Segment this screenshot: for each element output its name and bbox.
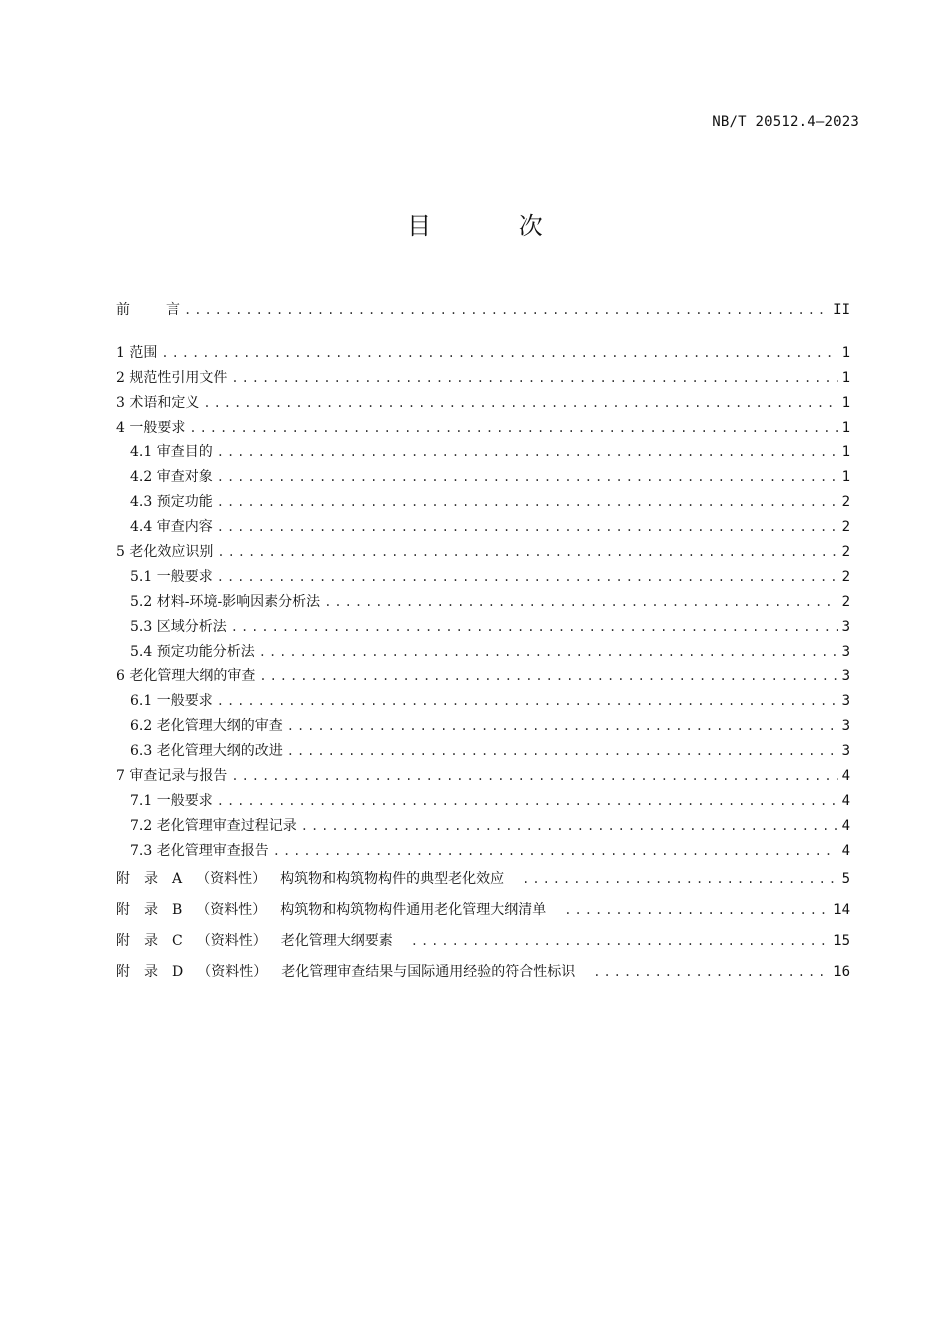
toc-entry-label: 4 一般要求: [116, 419, 186, 436]
toc-page-number: 1: [841, 344, 850, 361]
toc-entry[interactable]: [116, 565, 850, 590]
toc-entry[interactable]: [116, 689, 850, 714]
toc-page-number: 3: [841, 668, 850, 685]
dot-leader: [259, 640, 838, 665]
toc-page-number: 15: [833, 932, 850, 949]
toc-entry[interactable]: [116, 465, 850, 490]
toc-entry[interactable]: [116, 789, 850, 814]
toc-entry-annex-c[interactable]: [116, 926, 850, 957]
toc-entry-label: 7 审查记录与报告: [116, 768, 228, 785]
toc-page-number: 4: [841, 768, 850, 785]
toc-entry-label: 4.3 预定功能: [130, 494, 213, 511]
toc-page-number: 1: [841, 369, 850, 386]
toc-entry-label: [116, 864, 518, 895]
dot-leader: [203, 391, 837, 416]
toc-page-number: 3: [841, 693, 850, 710]
toc-entry[interactable]: [116, 640, 850, 665]
toc-entry-label: 4.2 审查对象: [130, 469, 213, 486]
toc-entry[interactable]: [116, 440, 850, 465]
dot-leader: [217, 515, 838, 540]
dot-leader: [217, 490, 838, 515]
toc-entry[interactable]: [116, 515, 850, 540]
toc-entry[interactable]: [116, 341, 850, 366]
toc-page-number: 2: [841, 544, 850, 561]
standard-code: NB/T 20512.4—2023: [712, 114, 859, 130]
dot-leader: [522, 864, 837, 895]
toc-entry-label: [116, 957, 589, 988]
toc-page-number: 3: [841, 618, 850, 635]
toc-page-number: 1: [841, 394, 850, 411]
toc-page-number: 4: [841, 817, 850, 834]
toc-entry-label: 7.2 老化管理审查过程记录: [130, 817, 297, 834]
toc-page-number: 1: [841, 469, 850, 486]
toc-entry[interactable]: [116, 590, 850, 615]
dot-leader: [217, 465, 838, 490]
annex-title: 构筑物和构筑物构件的典型老化效应: [280, 870, 505, 887]
toc-entry[interactable]: [116, 739, 850, 764]
toc-entry-label: 5 老化效应识别: [116, 544, 214, 561]
toc-entry-label: 1 范围: [116, 344, 158, 361]
annex-kind: （资料性）: [196, 870, 267, 887]
dot-leader: [231, 764, 837, 789]
table-of-contents: [116, 298, 850, 988]
toc-entry-label: 6.1 一般要求: [130, 693, 213, 710]
toc-entry[interactable]: [116, 540, 850, 565]
dot-leader: [217, 689, 838, 714]
toc-entry-label: 7.3 老化管理审查报告: [130, 842, 269, 859]
toc-page-number: 2: [841, 568, 850, 585]
dot-leader: [287, 739, 838, 764]
toc-entry-label: 2 规范性引用文件: [116, 369, 228, 386]
toc-page-number: 1: [841, 444, 850, 461]
dot-leader: [161, 341, 837, 366]
toc-entry-label: 5.3 区域分析法: [130, 618, 227, 635]
toc-page-number: 3: [841, 743, 850, 760]
toc-page-number: 4: [841, 792, 850, 809]
dot-leader: [411, 926, 829, 957]
toc-entry[interactable]: [116, 814, 850, 839]
toc-entry[interactable]: [116, 615, 850, 640]
toc-page-number: 2: [841, 494, 850, 511]
toc-entry-annex-d[interactable]: [116, 957, 850, 988]
foreword-label-first-char: 前: [116, 302, 166, 318]
toc-page-number: 16: [833, 963, 850, 980]
dot-leader: [184, 298, 829, 323]
annex-kind: （资料性）: [196, 901, 267, 918]
toc-entry-annex-a[interactable]: [116, 864, 850, 895]
dot-leader: [301, 814, 838, 839]
toc-page-number: 4: [841, 842, 850, 859]
dot-leader: [217, 565, 838, 590]
toc-entry-foreword[interactable]: [116, 298, 850, 323]
toc-entry-label: 6 老化管理大纲的审查: [116, 668, 256, 685]
toc-entry[interactable]: [116, 839, 850, 864]
toc-page-number: II: [833, 302, 850, 318]
toc-page-number: 3: [841, 643, 850, 660]
toc-page-number: 2: [841, 519, 850, 536]
annex-prefix: 附 录 D: [116, 963, 184, 980]
dot-leader: [231, 615, 838, 640]
toc-entry-label: 3 术语和定义: [116, 394, 200, 411]
annex-prefix: 附 录 A: [116, 870, 183, 887]
annex-title: 老化管理审查结果与国际通用经验的符合性标识: [281, 963, 576, 980]
dot-leader: [564, 895, 829, 926]
page-title: 目 次: [407, 212, 583, 240]
toc-entry-label: [116, 895, 560, 926]
annex-prefix: 附 录 C: [116, 932, 183, 949]
toc-page-number: 14: [833, 901, 850, 918]
dot-leader: [593, 957, 829, 988]
toc-entry-label: [116, 926, 407, 957]
dot-leader: [189, 416, 837, 441]
toc-entry-label: 6.3 老化管理大纲的改进: [130, 743, 283, 760]
toc-page-number: 3: [841, 718, 850, 735]
toc-entry-label: 6.2 老化管理大纲的审查: [130, 718, 283, 735]
toc-entry-label: 5.4 预定功能分析法: [130, 643, 255, 660]
toc-entry-label: 4.4 审查内容: [130, 519, 213, 536]
toc-entry-label: 4.1 审查目的: [130, 444, 213, 461]
dot-leader: [217, 440, 838, 465]
dot-leader: [259, 664, 837, 689]
toc-page-number: 5: [841, 870, 850, 887]
toc-entry[interactable]: [116, 764, 850, 789]
dot-leader: [324, 590, 837, 615]
dot-leader: [287, 714, 838, 739]
dot-leader: [217, 789, 838, 814]
toc-entry-label: [116, 298, 180, 323]
annex-title: 构筑物和构筑物构件通用老化管理大纲清单: [280, 901, 547, 918]
annex-title: 老化管理大纲要素: [280, 932, 393, 949]
foreword-label-second-char: 言: [166, 302, 180, 318]
toc-entry-label: 5.2 材料-环境-影响因素分析法: [130, 593, 321, 610]
toc-entry[interactable]: [116, 664, 850, 689]
toc-entry[interactable]: [116, 714, 850, 739]
toc-entry-label: 5.1 一般要求: [130, 568, 213, 585]
dot-leader: [231, 366, 837, 391]
toc-entry-annex-b[interactable]: [116, 895, 850, 926]
toc-entry[interactable]: [116, 416, 850, 441]
toc-entry[interactable]: [116, 366, 850, 391]
toc-entry-label: 7.1 一般要求: [130, 792, 213, 809]
toc-page-number: 2: [841, 593, 850, 610]
annex-kind: （资料性）: [197, 963, 268, 980]
dot-leader: [273, 839, 838, 864]
annex-prefix: 附 录 B: [116, 901, 183, 918]
toc-entry[interactable]: [116, 490, 850, 515]
toc-entry[interactable]: [116, 391, 850, 416]
annex-kind: （资料性）: [196, 932, 267, 949]
toc-page-number: 1: [841, 419, 850, 436]
dot-leader: [217, 540, 837, 565]
